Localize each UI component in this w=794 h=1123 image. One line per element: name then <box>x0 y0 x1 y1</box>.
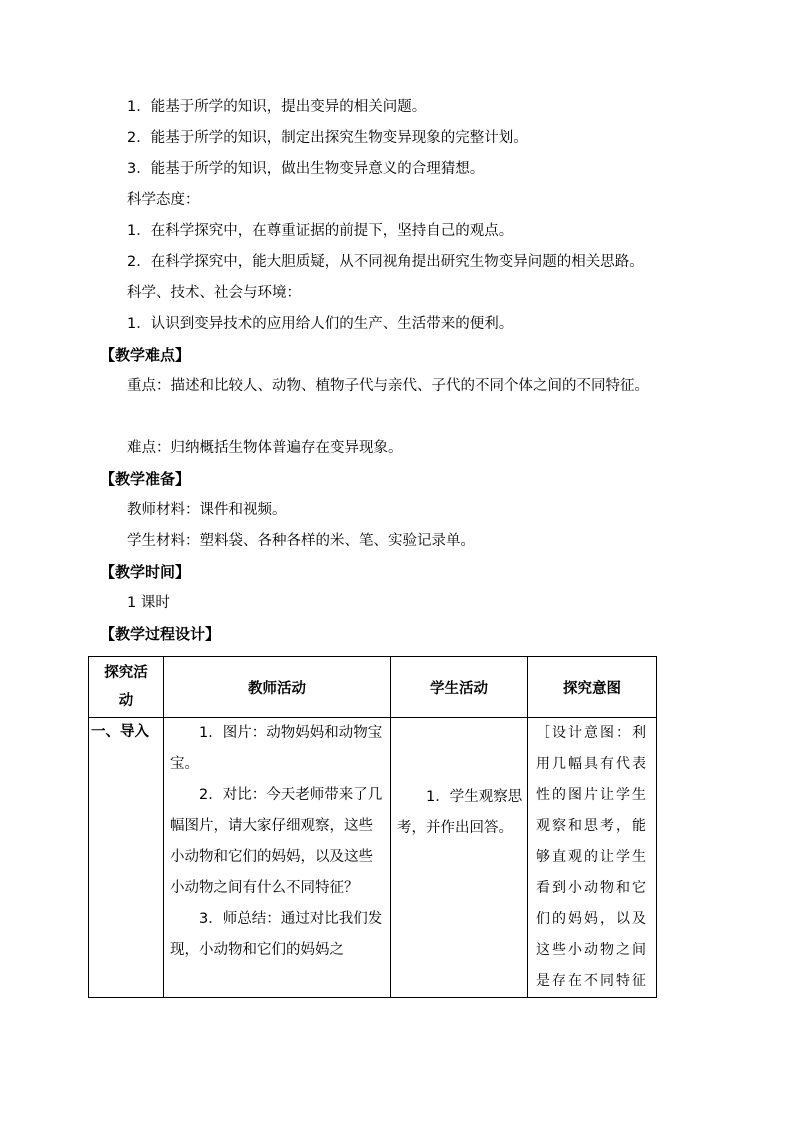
teacher-materials: 教师材料：课件和视频。 <box>127 502 287 518</box>
column-header-teacher: 教师活动 <box>164 657 391 718</box>
lesson-time: 1 课时 <box>127 595 170 611</box>
ability-item-3: 3．能基于所学的知识，做出生物变异意义的合理猜想。 <box>127 161 485 177</box>
difficulty-heading: 【教学难点】 <box>100 346 191 364</box>
difficult-point: 难点：归纳概括生物体普遍存在变异现象。 <box>127 440 403 456</box>
design-cell <box>528 718 657 998</box>
table-header-row <box>89 657 657 718</box>
ability-item-2: 2．能基于所学的知识，制定出探究生物变异现象的完整计划。 <box>127 130 528 146</box>
column-header-stage: 探究活动 <box>89 657 164 718</box>
attitude-item-1: 1．在科学探究中，在尊重证据的前提下，坚持自己的观点。 <box>127 223 514 239</box>
stage-label: 一、导入 <box>91 724 149 740</box>
table-row <box>89 718 657 998</box>
student-activity: 1．学生观察思考，并作出回答。 <box>397 789 523 836</box>
process-table <box>88 656 657 998</box>
teacher-step-1: 1．图片：动物妈妈和动物宝宝。 <box>170 725 383 772</box>
teacher-cell <box>164 718 391 998</box>
teacher-step-2: 2．对比：今天老师带来了几幅图片，请大家仔细观察，这些小动物和它们的妈妈，以及这些小动物之间有什么不同特征？ <box>170 787 383 896</box>
student-materials: 学生材料：塑料袋、各种各样的米、笔、实验记录单。 <box>127 533 475 549</box>
sts-item-1: 1．认识到变异技术的应用给人们的生产、生活带来的便利。 <box>127 316 514 332</box>
time-heading: 【教学时间】 <box>100 563 191 581</box>
ability-item-1: 1．能基于所学的知识，提出变异的相关问题。 <box>127 99 427 115</box>
process-heading: 【教学过程设计】 <box>100 625 221 643</box>
column-header-student: 学生活动 <box>391 657 528 718</box>
column-header-design: 探究意图 <box>528 657 657 718</box>
stage-cell <box>89 718 164 998</box>
sts-label: 科学、技术、社会与环境： <box>127 285 301 301</box>
teacher-step-3: 3．师总结：通过对比我们发现，小动物和它们的妈妈之 <box>170 911 383 958</box>
attitude-label: 科学态度： <box>127 192 200 208</box>
design-intent: ［设计意图：利用几幅具有代表性的图片让学生观察和思考，能够直观的让学生看到小动物和它们的妈妈，以及这些小动物之间是存在不同特征 <box>536 725 648 989</box>
key-point: 重点：描述和比较人、动物、植物子代与亲代、子代的不同个体之间的不同特征。 <box>127 378 649 394</box>
preparation-heading: 【教学准备】 <box>100 470 191 488</box>
attitude-item-2: 2．在科学探究中，能大胆质疑，从不同视角提出研究生物变异问题的相关思路。 <box>127 254 644 270</box>
student-cell <box>391 718 528 998</box>
